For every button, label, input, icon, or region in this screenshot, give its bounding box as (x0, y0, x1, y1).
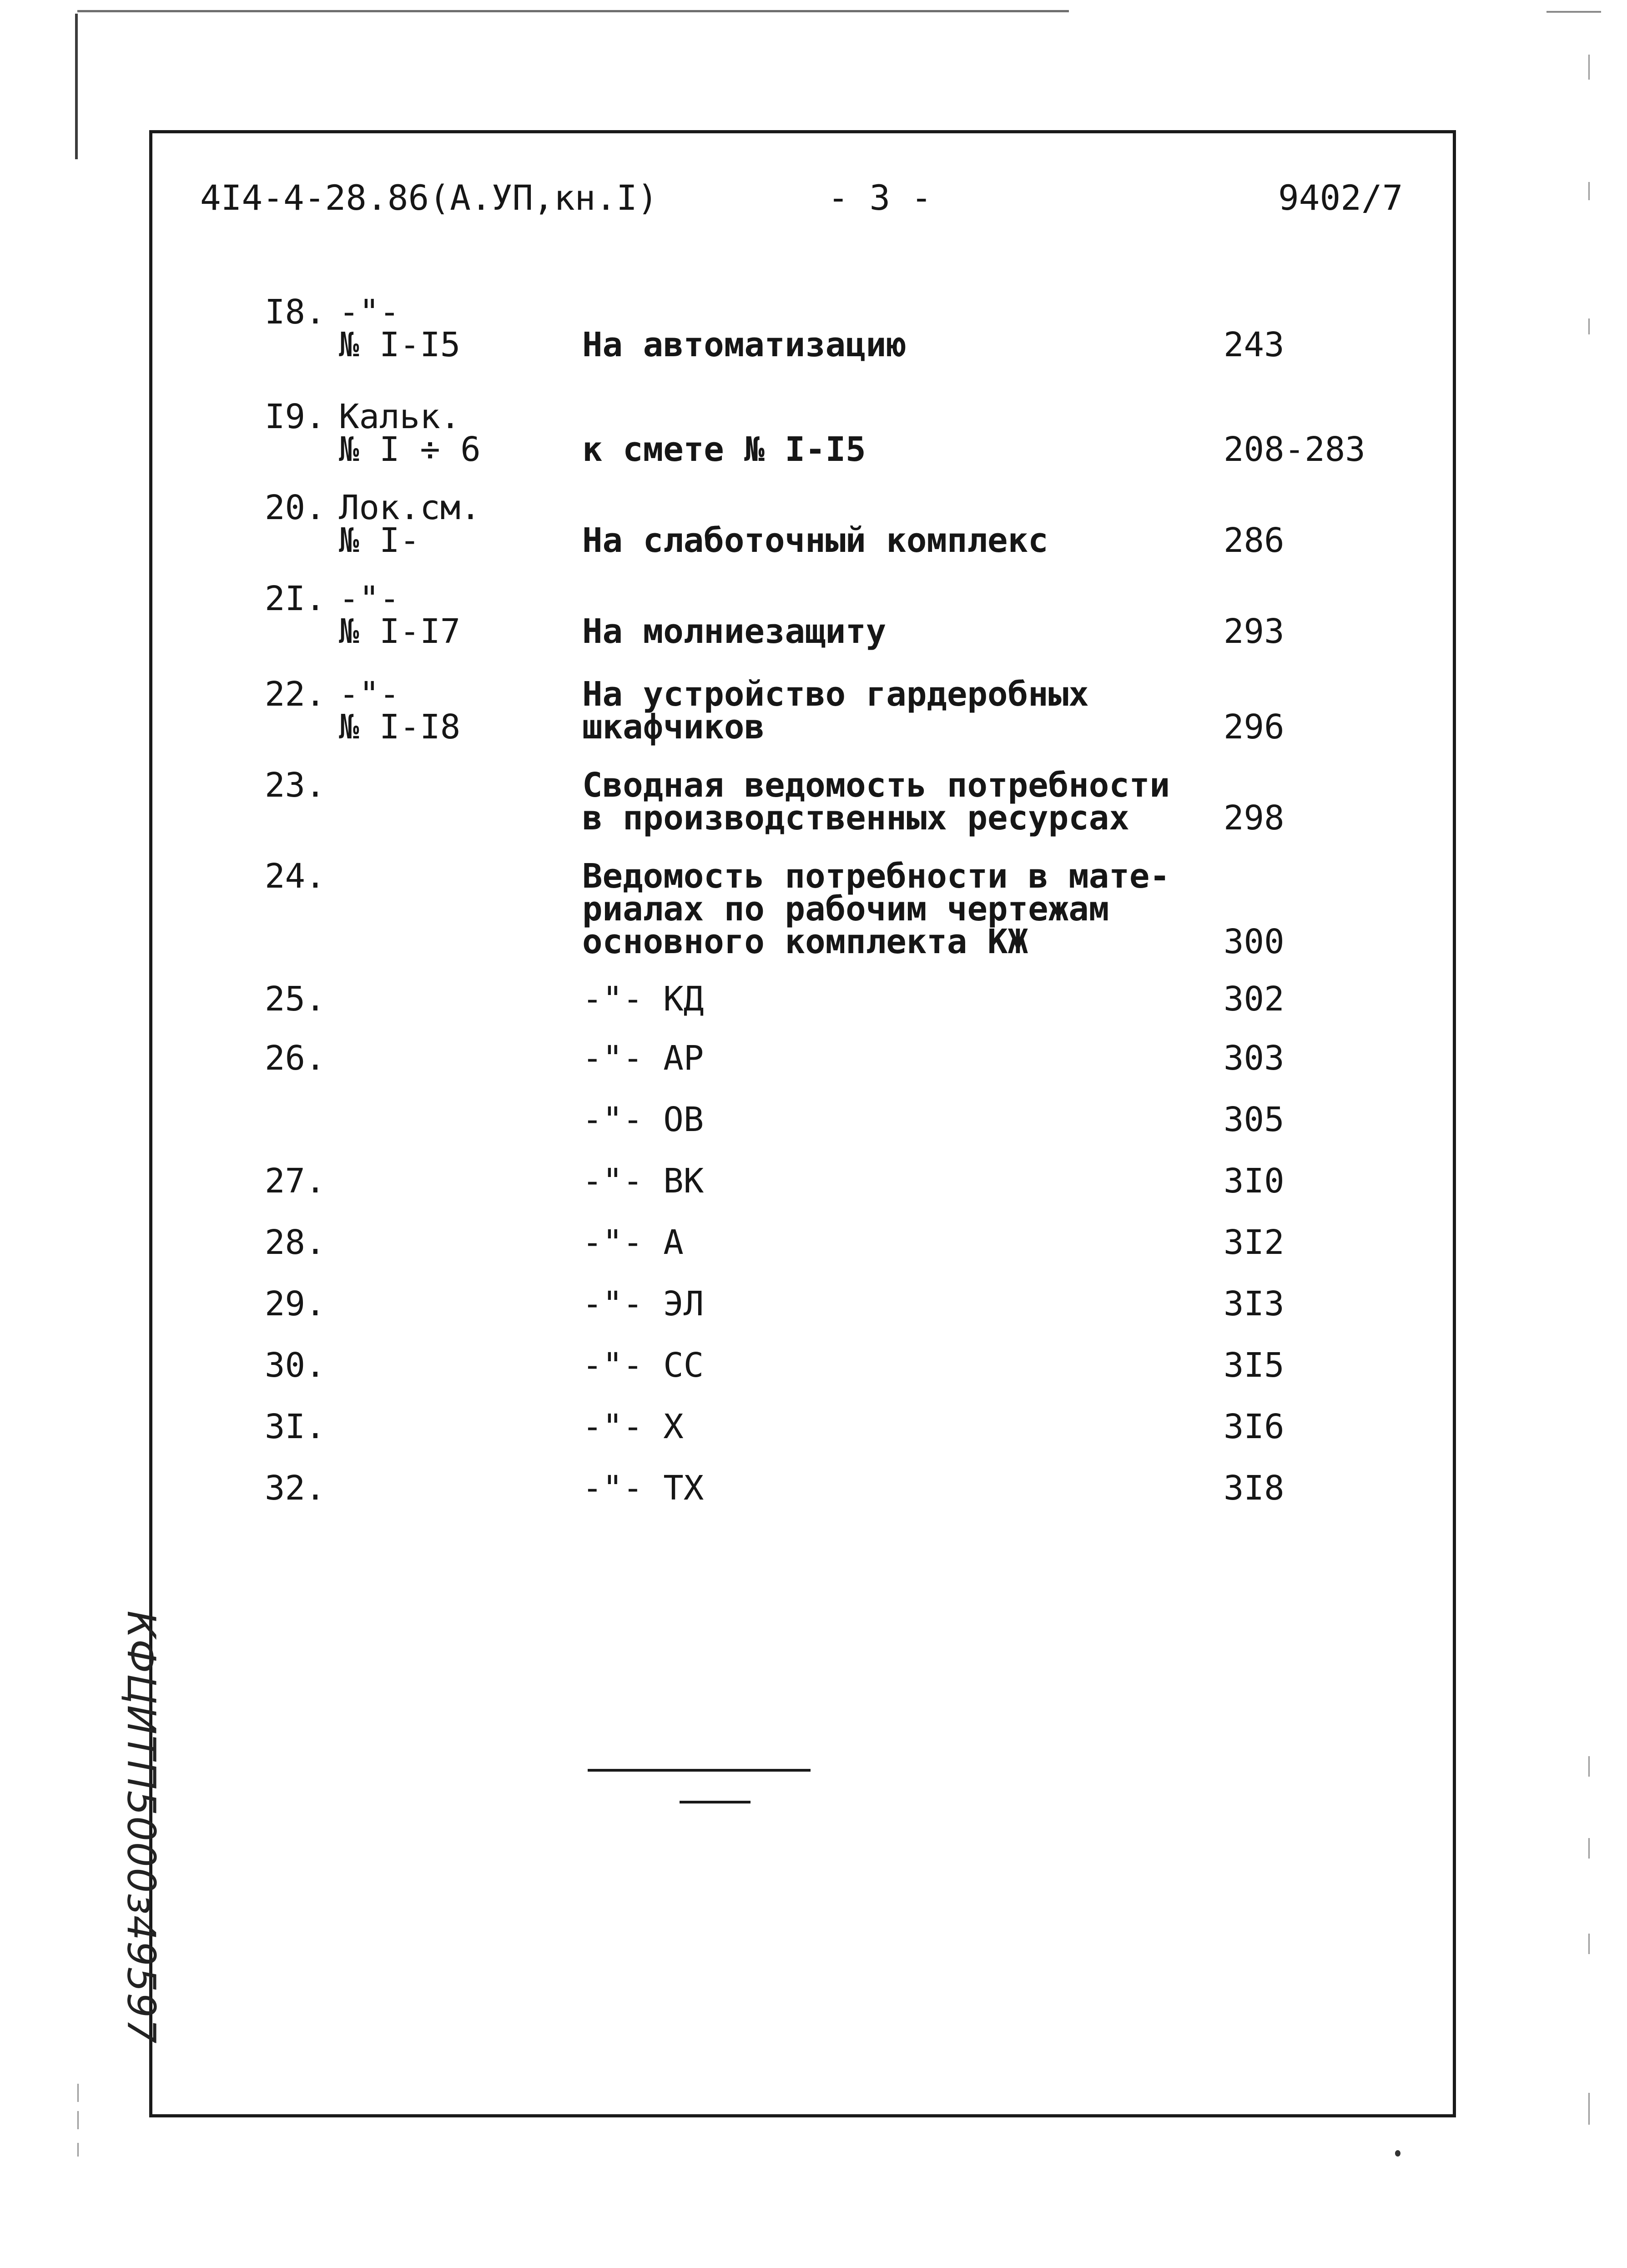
reference-line: № I-I5 (339, 325, 461, 364)
reference-line: № I ÷ 6 (339, 430, 481, 469)
row-page-number: 303 (1224, 1039, 1284, 1078)
description-line: Сводная ведомость потребности (582, 766, 1170, 805)
scan-mark (1588, 1838, 1590, 1859)
row-number: 23. (265, 766, 326, 805)
row-description (582, 1100, 704, 1139)
scan-mark (1588, 1934, 1590, 1954)
row-page-number: 3I5 (1224, 1346, 1284, 1385)
description-line: -"- КД (582, 980, 704, 1019)
row-page-number: 3I8 (1224, 1469, 1284, 1508)
reference-line: № I- (339, 521, 420, 560)
row-page-number: 293 (1224, 612, 1284, 651)
row-description (582, 612, 887, 651)
row-page-number: 3I2 (1224, 1223, 1284, 1262)
row-description (582, 1039, 704, 1078)
description-line: -"- Х (582, 1407, 684, 1446)
row-number: 30. (265, 1346, 326, 1385)
row-page-number: 302 (1224, 980, 1284, 1019)
description-line: -"- А (582, 1223, 684, 1262)
row-page-number: 286 (1224, 521, 1284, 560)
description-line: риалах по рабочим чертежам (582, 889, 1109, 929)
description-line: На устройство гардеробных (582, 675, 1089, 714)
row-reference (339, 488, 481, 560)
scan-mark (77, 2111, 79, 2129)
row-number: 24. (265, 857, 326, 896)
row-number: 32. (265, 1469, 326, 1508)
row-number: 20. (265, 488, 326, 527)
row-description (582, 675, 1089, 747)
row-number: 2I. (265, 579, 326, 618)
row-number: 27. (265, 1162, 326, 1201)
scan-edge-left (75, 14, 78, 159)
row-description (582, 766, 1170, 838)
row-description (582, 857, 1170, 961)
row-description (582, 980, 704, 1019)
row-number: 3I. (265, 1407, 326, 1446)
scan-mark (1588, 55, 1590, 80)
archive-stamp: КФЦИТП5000з49597 (118, 1611, 164, 2045)
scan-speck (1395, 2150, 1400, 2157)
description-line: -"- СС (582, 1346, 704, 1385)
reference-line: -"- (339, 293, 400, 332)
reference-line: № I-I7 (339, 612, 461, 651)
scan-mark (1588, 1756, 1590, 1777)
row-page-number: 298 (1224, 798, 1284, 838)
description-line: -"- ТХ (582, 1469, 704, 1508)
row-page-number: 300 (1224, 922, 1284, 961)
row-page-number: 3I3 (1224, 1284, 1284, 1323)
document-code: 4I4-4-28.86(А.УП,кн.I) (200, 177, 658, 218)
description-line: -"- ЭЛ (582, 1284, 704, 1323)
row-number: 28. (265, 1223, 326, 1262)
row-page-number: 3I6 (1224, 1407, 1284, 1446)
reference-line: Лок.см. (339, 488, 481, 527)
scan-mark (77, 2084, 79, 2102)
scan-edge-top (77, 10, 1069, 12)
row-description (582, 1284, 704, 1323)
description-line: к смете № I-I5 (582, 430, 866, 469)
row-page-number: 243 (1224, 325, 1284, 364)
description-line: На слаботочный комплекс (582, 521, 1048, 560)
row-page-number: 208-283 (1224, 430, 1365, 469)
document-number: 9402/7 (1278, 177, 1403, 218)
row-reference (339, 293, 461, 364)
row-number: 25. (265, 980, 326, 1019)
row-number: 29. (265, 1284, 326, 1323)
row-description (582, 1346, 704, 1385)
row-description (582, 325, 907, 364)
row-number: 22. (265, 675, 326, 714)
end-rule-long (588, 1769, 811, 1772)
row-description (582, 1469, 704, 1508)
row-reference (339, 675, 461, 747)
scan-mark (77, 2143, 79, 2157)
reference-line: -"- (339, 675, 400, 714)
row-description (582, 1407, 684, 1446)
row-number: 26. (265, 1039, 326, 1078)
description-line: шкафчиков (582, 707, 765, 747)
row-page-number: 3I0 (1224, 1162, 1284, 1201)
reference-line: Кальк. (339, 397, 461, 436)
scan-mark (1588, 318, 1590, 334)
description-line: в производственных ресурсах (582, 798, 1129, 838)
row-page-number: 296 (1224, 707, 1284, 747)
description-line: -"- ОВ (582, 1100, 704, 1139)
end-rule-short (680, 1801, 751, 1803)
row-description (582, 1162, 704, 1201)
row-reference (339, 397, 481, 469)
description-line: На автоматизацию (582, 325, 907, 364)
row-description (582, 521, 1048, 560)
row-reference (339, 579, 461, 651)
row-description (582, 430, 866, 469)
description-line: Ведомость потребности в мате- (582, 857, 1170, 896)
page-number: - 3 - (828, 177, 932, 218)
row-number: I9. (265, 397, 326, 436)
description-line: основного комплекта КЖ (582, 922, 1028, 961)
description-line: На молниезащиту (582, 612, 887, 651)
row-page-number: 305 (1224, 1100, 1284, 1139)
row-description (582, 1223, 684, 1262)
scan-mark (1588, 2093, 1590, 2125)
row-number: I8. (265, 293, 326, 332)
description-line: -"- ВК (582, 1162, 704, 1201)
reference-line: № I-I8 (339, 707, 461, 747)
scan-edge-top-right (1546, 11, 1601, 13)
reference-line: -"- (339, 579, 400, 618)
scan-mark (1588, 182, 1590, 200)
description-line: -"- АР (582, 1039, 704, 1078)
